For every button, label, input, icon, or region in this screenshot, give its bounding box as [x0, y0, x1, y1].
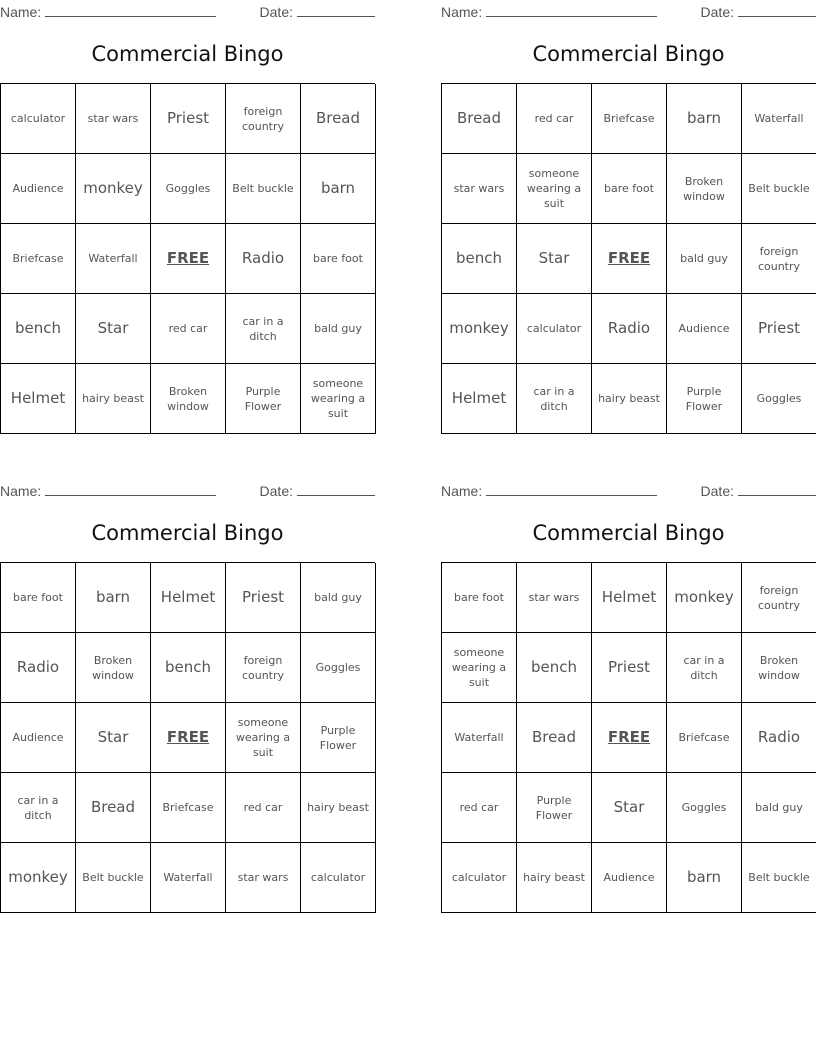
bingo-cell: Goggles [151, 154, 226, 224]
bingo-card [441, 479, 816, 913]
bingo-cell: red car [226, 773, 301, 843]
bingo-cell: barn [76, 563, 151, 633]
bingo-cell: foreign country [742, 563, 816, 633]
bingo-cell: Purple Flower [301, 703, 376, 773]
bingo-cell: foreign country [742, 224, 816, 294]
bingo-cell: Bread [442, 84, 517, 154]
bingo-cell: Briefcase [151, 773, 226, 843]
bingo-cell: hairy beast [301, 773, 376, 843]
bingo-card [0, 479, 375, 913]
bingo-cell: Waterfall [76, 224, 151, 294]
bingo-cell: foreign country [226, 84, 301, 154]
bingo-cell: Goggles [742, 364, 816, 434]
bingo-cell: Belt buckle [742, 154, 816, 224]
bingo-cell: bare foot [442, 563, 517, 633]
bingo-cell: hairy beast [76, 364, 151, 434]
name-field [441, 481, 657, 499]
date-label: Date: [259, 483, 293, 499]
bingo-grid [441, 562, 816, 913]
date-field [260, 481, 375, 499]
free-space-cell: FREE [592, 224, 667, 294]
bingo-cell: someone wearing a suit [442, 633, 517, 703]
bingo-cell: bench [1, 294, 76, 364]
bingo-cell: Star [592, 773, 667, 843]
bingo-cell: Helmet [1, 364, 76, 434]
card-title: Commercial Bingo [91, 521, 284, 545]
bingo-cell: Audience [1, 154, 76, 224]
bingo-cell: Broken window [151, 364, 226, 434]
bingo-cell: red car [151, 294, 226, 364]
bingo-cell: Priest [742, 294, 816, 364]
bingo-cell: Radio [226, 224, 301, 294]
name-label: Name: [441, 483, 483, 499]
bingo-cell: Purple Flower [517, 773, 592, 843]
bingo-cell: Waterfall [742, 84, 816, 154]
bingo-grid [0, 83, 375, 434]
bingo-cell: car in a ditch [226, 294, 301, 364]
bingo-cell: Belt buckle [226, 154, 301, 224]
bingo-cell: star wars [226, 843, 301, 913]
bingo-cell: Belt buckle [76, 843, 151, 913]
bingo-cell: barn [667, 843, 742, 913]
date-field [701, 2, 816, 20]
bingo-cell: Radio [742, 703, 816, 773]
bingo-card [0, 0, 375, 434]
card-header [441, 479, 816, 501]
bingo-cell: calculator [517, 294, 592, 364]
bingo-cell: bare foot [1, 563, 76, 633]
bingo-cell: Helmet [442, 364, 517, 434]
name-label: Name: [0, 483, 42, 499]
bingo-cell: monkey [76, 154, 151, 224]
bingo-cell: hairy beast [592, 364, 667, 434]
bingo-cell: monkey [667, 563, 742, 633]
bingo-cell: Radio [1, 633, 76, 703]
card-title: Commercial Bingo [532, 521, 725, 545]
bingo-cell: hairy beast [517, 843, 592, 913]
bingo-cell: car in a ditch [517, 364, 592, 434]
bingo-cell: Purple Flower [667, 364, 742, 434]
name-blank-line [45, 2, 216, 17]
bingo-cell: foreign country [226, 633, 301, 703]
bingo-cell: bald guy [667, 224, 742, 294]
bingo-cell: bare foot [592, 154, 667, 224]
bingo-cell: bald guy [301, 294, 376, 364]
bingo-cell: Priest [226, 563, 301, 633]
bingo-cell: Briefcase [592, 84, 667, 154]
name-field [441, 2, 657, 20]
bingo-cell: Belt buckle [742, 843, 816, 913]
bingo-cell: monkey [1, 843, 76, 913]
date-field [701, 481, 816, 499]
bingo-cell: Waterfall [151, 843, 226, 913]
bingo-cell: bare foot [301, 224, 376, 294]
bingo-cell: Star [517, 224, 592, 294]
bingo-cell: car in a ditch [667, 633, 742, 703]
name-blank-line [45, 481, 216, 496]
card-title: Commercial Bingo [532, 42, 725, 66]
bingo-cell: calculator [442, 843, 517, 913]
bingo-cell: Broken window [76, 633, 151, 703]
bingo-cell: red car [517, 84, 592, 154]
bingo-cell: Goggles [301, 633, 376, 703]
bingo-cell: barn [667, 84, 742, 154]
card-header [441, 0, 816, 22]
bingo-cell: Purple Flower [226, 364, 301, 434]
name-label: Name: [441, 4, 483, 20]
bingo-cell: bald guy [742, 773, 816, 843]
bingo-cell: someone wearing a suit [301, 364, 376, 434]
bingo-cell: someone wearing a suit [226, 703, 301, 773]
card-title: Commercial Bingo [91, 42, 284, 66]
date-blank-line [738, 481, 816, 496]
bingo-cell: Bread [517, 703, 592, 773]
name-field [0, 2, 216, 20]
bingo-cell: Radio [592, 294, 667, 364]
bingo-grid [441, 83, 816, 434]
bingo-cell: Priest [592, 633, 667, 703]
bingo-cell: barn [301, 154, 376, 224]
bingo-cell: Bread [301, 84, 376, 154]
bingo-card [441, 0, 816, 434]
bingo-cell: bench [442, 224, 517, 294]
bingo-cell: Star [76, 294, 151, 364]
bingo-cell: Audience [667, 294, 742, 364]
bingo-cell: Briefcase [1, 224, 76, 294]
bingo-cell: monkey [442, 294, 517, 364]
bingo-cell: bench [151, 633, 226, 703]
bingo-cell: Waterfall [442, 703, 517, 773]
bingo-cell: Broken window [667, 154, 742, 224]
date-label: Date: [700, 483, 734, 499]
bingo-cell: Priest [151, 84, 226, 154]
name-field [0, 481, 216, 499]
date-label: Date: [700, 4, 734, 20]
card-header [0, 479, 375, 501]
bingo-cell: bald guy [301, 563, 376, 633]
card-header [0, 0, 375, 22]
bingo-cell: Goggles [667, 773, 742, 843]
bingo-cell: red car [442, 773, 517, 843]
bingo-cell: calculator [301, 843, 376, 913]
bingo-cell: Helmet [151, 563, 226, 633]
bingo-cell: Briefcase [667, 703, 742, 773]
date-blank-line [738, 2, 816, 17]
date-blank-line [297, 481, 375, 496]
date-field [260, 2, 375, 20]
name-blank-line [486, 481, 657, 496]
bingo-cell: Bread [76, 773, 151, 843]
bingo-cell: someone wearing a suit [517, 154, 592, 224]
bingo-cell: star wars [76, 84, 151, 154]
date-blank-line [297, 2, 375, 17]
bingo-cell: star wars [517, 563, 592, 633]
bingo-cell: star wars [442, 154, 517, 224]
bingo-cell: calculator [1, 84, 76, 154]
bingo-cell: Audience [1, 703, 76, 773]
bingo-cell: car in a ditch [1, 773, 76, 843]
bingo-cell: bench [517, 633, 592, 703]
bingo-cell: Audience [592, 843, 667, 913]
free-space-cell: FREE [151, 224, 226, 294]
free-space-cell: FREE [592, 703, 667, 773]
free-space-cell: FREE [151, 703, 226, 773]
name-blank-line [486, 2, 657, 17]
bingo-cell: Star [76, 703, 151, 773]
date-label: Date: [259, 4, 293, 20]
name-label: Name: [0, 4, 42, 20]
bingo-cell: Broken window [742, 633, 816, 703]
bingo-cell: Helmet [592, 563, 667, 633]
bingo-grid [0, 562, 375, 913]
